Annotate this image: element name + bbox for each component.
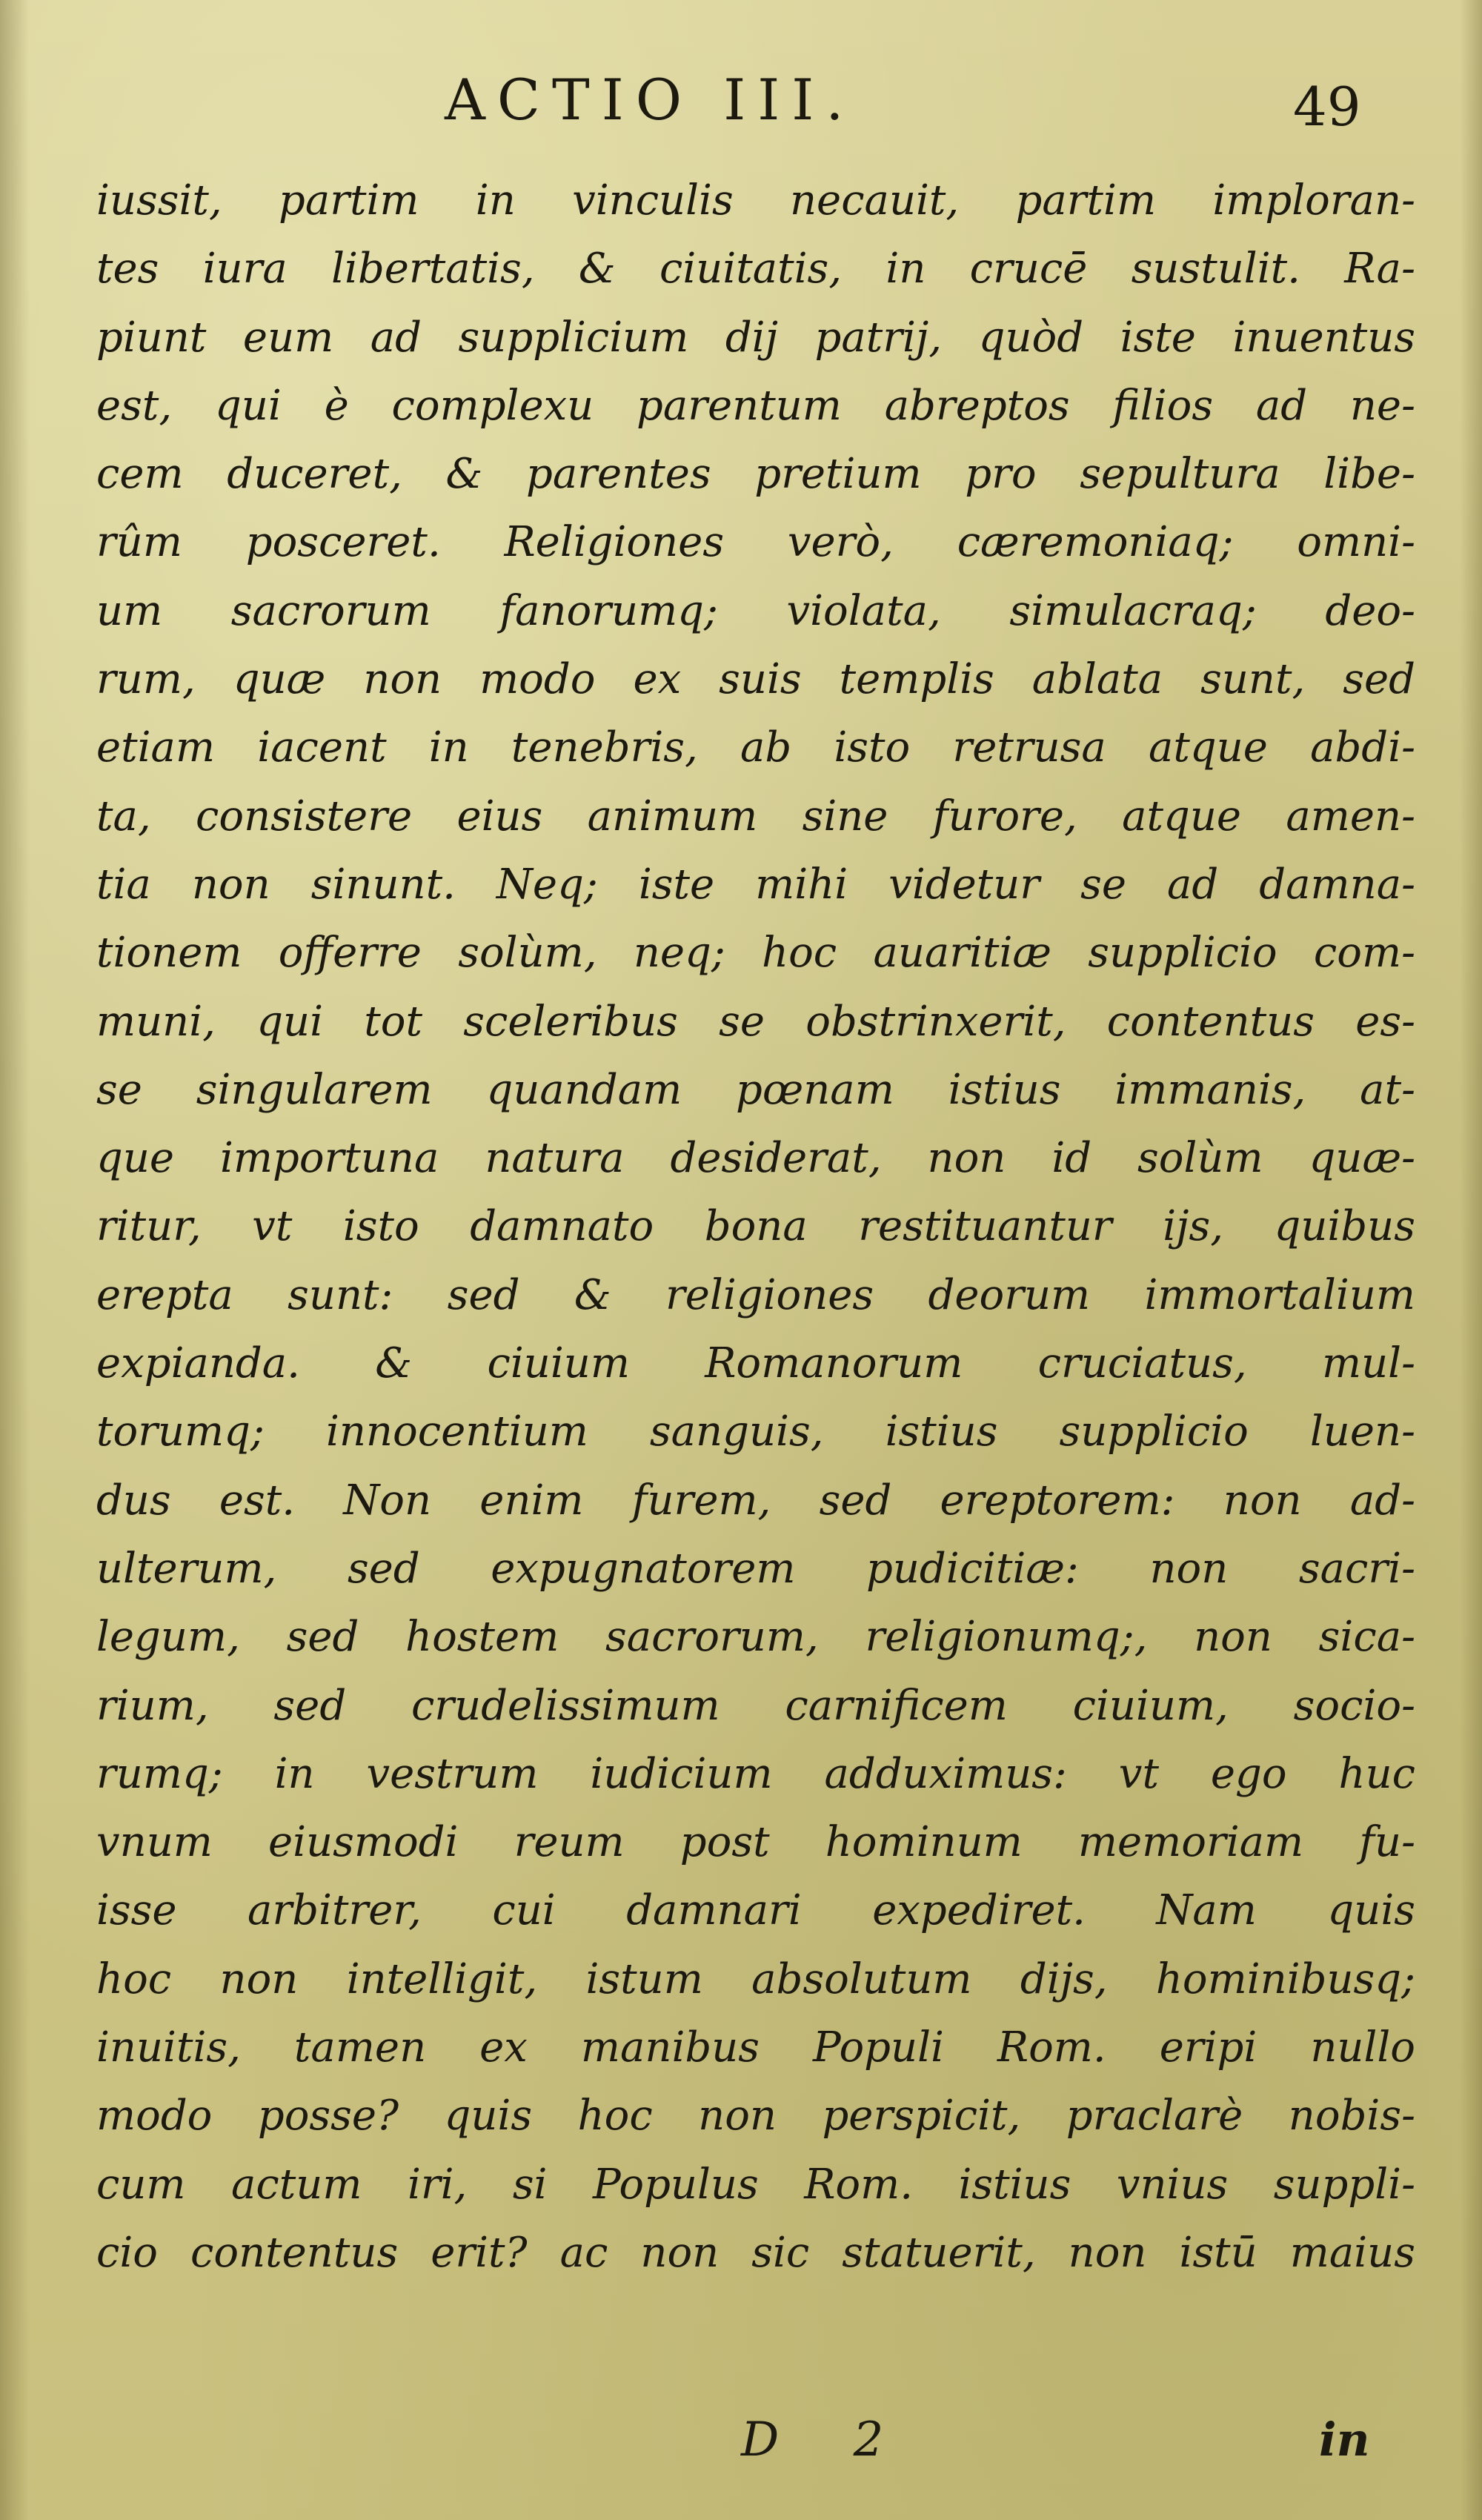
text-line: inuitis, tamen ex manibus Populi Rom. eripi nullo xyxy=(96,2023,1415,2072)
catchword: in xyxy=(1319,2413,1370,2467)
text-line: iussit, partim in vinculis necauit, partim imploran- xyxy=(96,176,1415,225)
text-line: erepta sunt: sed & religiones deorum immortalium xyxy=(96,1270,1415,1319)
text-line: tionem offerre solùm, neq; hoc auaritiæ supplicio com- xyxy=(96,929,1415,978)
text-line: um sacrorum fanorumq; violata, simulacraq; deo- xyxy=(96,586,1415,635)
page-number: 49 xyxy=(1293,76,1361,138)
page-header xyxy=(0,59,1482,141)
page-edge-shadow-right xyxy=(1460,0,1482,2520)
text-line: que importuna natura desiderat, non id solùm quæ- xyxy=(96,1134,1415,1183)
text-line: expianda. & ciuium Romanorum cruciatus, mul- xyxy=(96,1339,1415,1388)
text-line: se singularem quandam pœnam istius immanis, at- xyxy=(96,1065,1415,1114)
page-footer xyxy=(0,2413,1482,2487)
text-line: rum, quæ non modo ex suis templis ablata sunt, sed xyxy=(96,655,1415,704)
text-line: tia non sinunt. Neq; iste mihi videtur se ad damna- xyxy=(96,860,1415,909)
text-line: etiam iacent in tenebris, ab isto retrusa atque abdi- xyxy=(96,723,1415,772)
text-line: ritur, vt isto damnato bona restituantur ijs, quibus xyxy=(96,1202,1415,1251)
text-line: legum, sed hostem sacrorum, religionumq;, non sica- xyxy=(96,1613,1415,1662)
text-line: muni, qui tot sceleribus se obstrinxerit, contentus es- xyxy=(96,997,1415,1046)
text-line: rium, sed crudelissimum carnificem ciuium, socio- xyxy=(96,1681,1415,1730)
text-line: ta, consistere eius animum sine furore, atque amen- xyxy=(96,792,1415,840)
running-title: ACTIO III. xyxy=(445,67,856,133)
text-line: dus est. Non enim furem, sed ereptorem: non ad- xyxy=(96,1476,1415,1525)
signature-mark: D 2 xyxy=(741,2413,914,2467)
text-line: est, qui è complexu parentum abreptos filios ad ne- xyxy=(96,381,1415,430)
text-line: piunt eum ad supplicium dij patrij, quòd iste inuentus xyxy=(96,313,1415,362)
text-line: tes iura libertatis, & ciuitatis, in crucē sustulit. Ra- xyxy=(96,245,1415,294)
body-text xyxy=(96,167,1415,2287)
text-line: vnum eiusmodi reum post hominum memoriam fu- xyxy=(96,1818,1415,1867)
page-edge-shadow-left xyxy=(0,0,30,2520)
text-line: cio contentus erit? ac non sic statuerit, non istū maius xyxy=(96,2228,1415,2277)
text-line: rûm posceret. Religiones verò, cæremoniaq; omni- xyxy=(96,518,1415,567)
text-line: cem duceret, & parentes pretium pro sepultura libe- xyxy=(96,450,1415,499)
text-line: cum actum iri, si Populus Rom. istius vnius suppli- xyxy=(96,2160,1415,2209)
text-line: modo posse? quis hoc non perspicit, praclarè nobis- xyxy=(96,2092,1415,2141)
text-line: rumq; in vestrum iudicium adduximus: vt ego huc xyxy=(96,1749,1415,1798)
text-line: hoc non intelligit, istum absolutum dijs, hominibusq; xyxy=(96,1954,1415,2003)
text-line: isse arbitrer, cui damnari expediret. Nam quis xyxy=(96,1886,1415,1935)
text-line: torumq; innocentium sanguis, istius supplicio luen- xyxy=(96,1407,1415,1456)
text-line: ulterum, sed expugnatorem pudicitiæ: non sacri- xyxy=(96,1544,1415,1593)
